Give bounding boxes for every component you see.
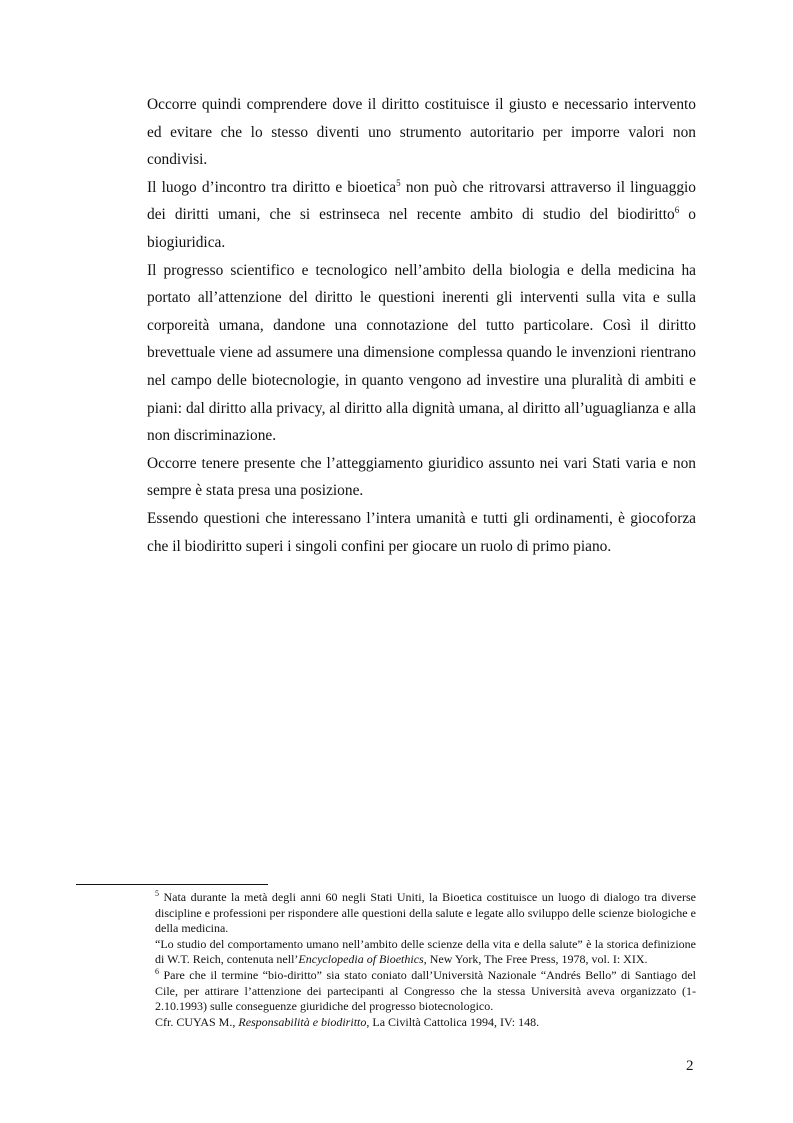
footnotes: [155, 890, 696, 1030]
paragraph-2: [147, 174, 696, 257]
paragraph-2-text-a: Il luogo d’incontro tra diritto e bioetica: [147, 178, 397, 196]
footnote-6: [155, 968, 696, 1015]
footnote-6-text: Pare che il termine “bio-diritto” sia stato coniato dall’Università Nazionale “Andrés Bello” di Santiago del Cile, per attirare l’attenzione dei partecipanti al Congresso che la stessa Università aveva organizzato (1-2.10.1993) sulle conseguenze giuridiche del progresso biotecnologico.: [155, 967, 696, 1014]
footnote-6-marker: 6: [155, 966, 159, 976]
footnote-5-citation-a: “Lo studio del comportamento umano nell’ambito delle scienze della vita e della salute” è la storica definizione di W.T. Reich, contenuta nell’: [155, 936, 696, 967]
footnote-ref-6[interactable]: 6: [674, 205, 680, 216]
paragraph-2-text-b: non può che ritrovarsi attraverso il linguaggio dei diritti umani, che si estrinseca nel recente ambito di studio del biodiritto: [147, 178, 697, 224]
footnote-5-citation: [155, 937, 696, 968]
body-text: [147, 91, 696, 560]
footnote-5-text: Nata durante la metà degli anni 60 negli Stati Uniti, la Bioetica costituisce un luogo di dialogo tra diverse discipline e professioni per rispondere alle questioni della salute e legate allo sviluppo delle scienze biologiche e della medicina.: [155, 890, 696, 936]
paragraph-1: Occorre quindi comprendere dove il diritto costituisce il giusto e necessario intervento ed evitare che lo stesso diventi uno strumento autoritario per imporre valori non condivisi.: [147, 96, 696, 169]
footnote-6-citation-a: Cfr. CUYAS M.,: [155, 1014, 239, 1029]
paragraph-3: Il progresso scientifico e tecnologico nell’ambito della biologia e della medicina ha portato all’attenzione del diritto le questioni inerenti gli interventi sulla vita e sulla corporeità umana, dandone una connotazione del tutto particolare. Così il diritto brevettuale viene ad assumere una dimensione complessa quando le invenzioni rientrano nel campo delle biotecnologie, in quanto vengono ad investire una pluralità di ambiti e piani: dal diritto alla privacy, al diritto alla dignità umana, al diritto all’uguaglianza e alla non discriminazione.: [147, 261, 696, 445]
footnote-5-citation-b: , New York, The Free Press, 1978, vol. I: XIX.: [423, 952, 648, 967]
page-number: 2: [686, 1058, 694, 1074]
footnote-6-citation-b: , La Civiltà Cattolica 1994, IV: 148.: [366, 1014, 540, 1029]
footnote-6-citation: [155, 1015, 696, 1031]
paragraph-5: Essendo questioni che interessano l’intera umanità e tutti gli ordinamenti, è giocoforza che il biodiritto superi i singoli confini per giocare un ruolo di primo piano.: [147, 509, 696, 555]
footnote-ref-5[interactable]: 5: [396, 177, 401, 188]
paragraph-2-text-c: o biogiuridica.: [147, 206, 697, 251]
footnote-separator: [76, 884, 268, 885]
paragraph-4: Occorre tenere presente che l’atteggiamento giuridico assunto nei vari Stati varia e non sempre è stata presa una posizione.: [147, 454, 696, 500]
footnote-5-citation-title: Encyclopedia of Bioethics: [298, 952, 424, 967]
footnote-5: [155, 890, 696, 937]
footnote-5-marker: 5: [155, 889, 159, 898]
footnote-6-citation-title: Responsabilità e biodiritto: [238, 1014, 367, 1029]
